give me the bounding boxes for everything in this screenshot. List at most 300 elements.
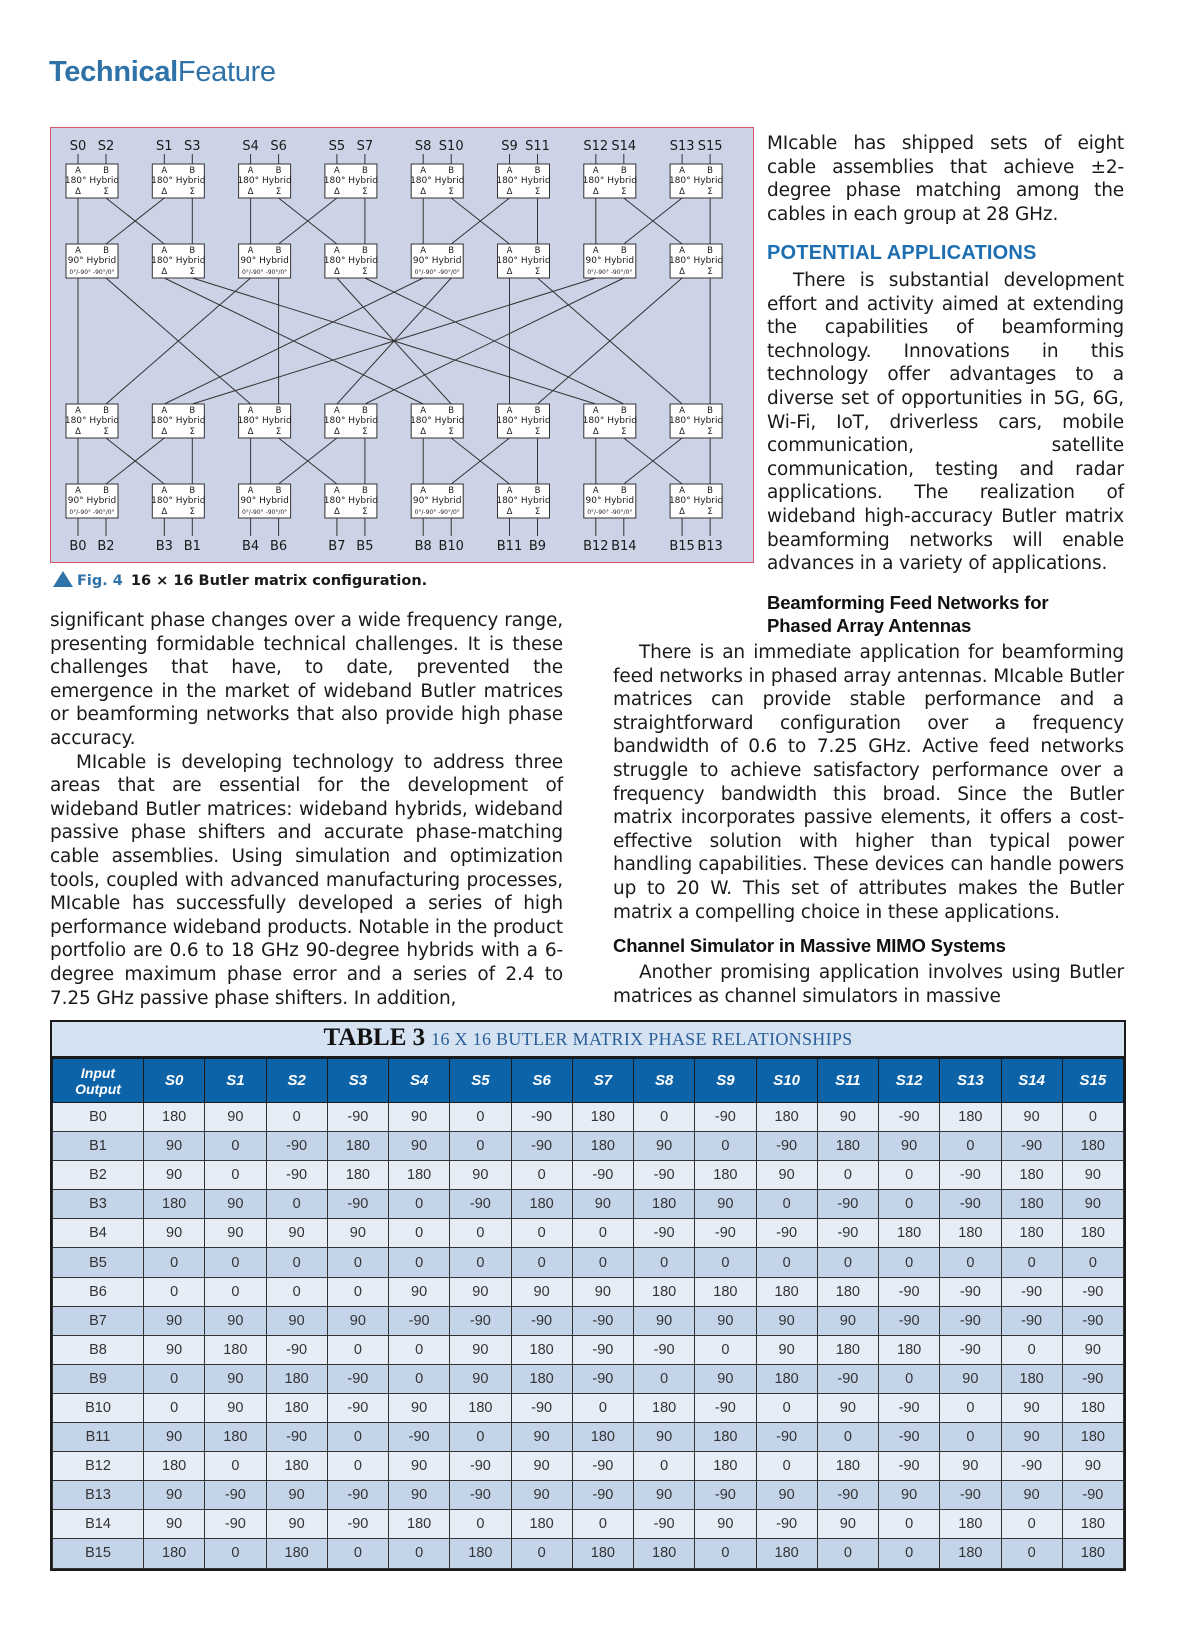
table-cell: 0 (756, 1190, 817, 1219)
column-header: S0 (144, 1059, 205, 1103)
table-cell: 0 (572, 1248, 633, 1277)
table-cell: 0 (940, 1248, 1001, 1277)
table-cell: 90 (511, 1277, 572, 1306)
port-b-label: B (448, 406, 455, 416)
table-cell: 180 (817, 1277, 878, 1306)
table-cell: 180 (511, 1335, 572, 1364)
table-cell: 180 (266, 1364, 327, 1393)
delta-port-label: Δ (679, 267, 686, 277)
table-cell: 90 (634, 1306, 695, 1335)
input-port-label: S14 (611, 139, 637, 154)
table-cell: 180 (756, 1103, 817, 1132)
table-cell: -90 (327, 1190, 388, 1219)
table-cell: 90 (205, 1364, 266, 1393)
section-header (49, 56, 276, 89)
table-cell: -90 (450, 1481, 511, 1510)
caption-text: 16 × 16 Butler matrix configuration. (130, 573, 428, 589)
delta-port-label: Δ (506, 427, 513, 437)
corner-header (53, 1059, 144, 1103)
table-cell: 0 (695, 1132, 756, 1161)
output-port-label: B10 (438, 539, 464, 554)
table-cell: 90 (879, 1132, 940, 1161)
table-cell: 0 (327, 1539, 388, 1568)
column-header: S15 (1062, 1059, 1123, 1103)
port-b-label: B (620, 406, 627, 416)
table-row (53, 1219, 1124, 1248)
table-cell: 180 (1062, 1510, 1123, 1539)
table-cell: 180 (1001, 1364, 1062, 1393)
table-cell: -90 (450, 1452, 511, 1481)
port-a-label: A (420, 406, 427, 416)
port-b-label: B (103, 486, 109, 496)
table-cell: 180 (511, 1190, 572, 1219)
table-cell: -90 (756, 1510, 817, 1539)
table-cell: 0 (327, 1248, 388, 1277)
table-cell: -90 (817, 1364, 878, 1393)
table-cell: -90 (940, 1481, 1001, 1510)
paragraph: MIcable is developing technology to address three areas that are essential for the development of wideband Butler matrices: wideband hybrids, wideband passive phase shifters and accurate phase-matching cable assemblies. Using simulation and optimization tools, coupled with advanced manufacturing processes, MIcable has successfully developed a series of high performance wideband products. Notable in the product portfolio are 0.6 to 18 GHz 90-degree hybrids with a 6-degree maximum phase error and a series of 2.4 to 7.25 GHz passive phase shifters. In addition, (50, 751, 563, 1009)
header-light: Feature (177, 56, 276, 88)
table-row (53, 1423, 1124, 1452)
table-cell: 180 (940, 1510, 1001, 1539)
input-port-label: S6 (270, 139, 287, 154)
port-b-label: B (189, 246, 196, 256)
table-cell: -90 (511, 1306, 572, 1335)
table-cell: 90 (511, 1452, 572, 1481)
table-cell: 90 (572, 1277, 633, 1306)
output-port-label: B15 (669, 539, 695, 554)
port-b-label: B (275, 406, 282, 416)
table-cell: -90 (695, 1219, 756, 1248)
table-cell: 90 (879, 1481, 940, 1510)
table-cell: 0 (1001, 1510, 1062, 1539)
table-cell: 180 (572, 1132, 633, 1161)
row-label: B12 (53, 1452, 144, 1481)
section-heading: POTENTIAL APPLICATIONS (767, 242, 1037, 265)
port-a-label: A (420, 246, 427, 256)
table-cell: 0 (879, 1190, 940, 1219)
table-cell: 0 (756, 1248, 817, 1277)
table-row (53, 1510, 1124, 1539)
input-port-label: S15 (697, 139, 723, 154)
table-cell: 90 (450, 1364, 511, 1393)
table-cell: 0 (205, 1452, 266, 1481)
table-number: TABLE 3 (323, 1024, 426, 1051)
table-cell: -90 (511, 1132, 572, 1161)
delta-port-label: Δ (679, 507, 686, 517)
table-cell: 0 (450, 1423, 511, 1452)
table-cell: -90 (879, 1103, 940, 1132)
output-port-label: B11 (496, 539, 523, 554)
port-a-label: A (592, 406, 599, 416)
table-cell: 0 (634, 1248, 695, 1277)
table-row (53, 1539, 1124, 1568)
input-port-label: S2 (97, 139, 115, 154)
delta-port-label: Δ (506, 507, 513, 517)
table-cell: 90 (756, 1335, 817, 1364)
right-column-bottom (613, 591, 1124, 1008)
delta-port-label: Δ (161, 427, 168, 437)
table-cell: 0 (389, 1219, 450, 1248)
table-cell: 0 (756, 1393, 817, 1422)
input-port-label: S3 (184, 139, 201, 154)
table-cell: -90 (1062, 1306, 1123, 1335)
table-cell: 0 (879, 1161, 940, 1190)
table-cell: -90 (205, 1510, 266, 1539)
port-b-label: B (707, 246, 714, 256)
table-cell: -90 (266, 1161, 327, 1190)
table-cell: -90 (572, 1452, 633, 1481)
table-cell: 180 (1062, 1423, 1123, 1452)
sigma-port-label: Σ (534, 427, 541, 437)
table-cell: 0 (572, 1219, 633, 1248)
sigma-port-label: Σ (707, 507, 713, 517)
port-b-label: B (189, 486, 196, 496)
column-header: S7 (572, 1059, 633, 1103)
sigma-port-label: Σ (362, 427, 368, 437)
sigma-port-label: Σ (534, 507, 541, 517)
port-a-label: A (161, 406, 168, 416)
table-row (53, 1248, 1124, 1277)
table-cell: 0 (450, 1510, 511, 1539)
table-cell: 0 (205, 1161, 266, 1190)
table-cell: 0 (879, 1510, 940, 1539)
table-cell: 0 (879, 1364, 940, 1393)
hybrid-label: 180° Hybrid (151, 176, 206, 186)
table-cell: 90 (266, 1481, 327, 1510)
table-cell: 0 (940, 1393, 1001, 1422)
table-cell: 90 (1001, 1393, 1062, 1422)
table-cell: 0 (205, 1277, 266, 1306)
table-cell: -90 (756, 1423, 817, 1452)
delta-port-label: Δ (333, 507, 340, 517)
table-cell: 90 (1062, 1190, 1123, 1219)
table-cell: 90 (266, 1219, 327, 1248)
output-port-label: B12 (583, 539, 609, 554)
hybrid-label: 180° Hybrid (237, 416, 292, 426)
paragraph: significant phase changes over a wide frequency range, presenting formidable technical challenges. It is these challenges that have, to date, prevented the emergence in the market of wideband Butler matrices or beamforming networks that also provide high phase accuracy. (50, 610, 563, 749)
table-cell: 180 (879, 1335, 940, 1364)
column-header: S12 (879, 1059, 940, 1103)
port-a-label: A (679, 486, 686, 496)
table-cell: -90 (1001, 1306, 1062, 1335)
table-title (52, 1022, 1124, 1058)
caption-triangle-icon (53, 571, 73, 587)
table-cell: 0 (327, 1277, 388, 1306)
table-cell: 90 (511, 1481, 572, 1510)
table-cell: 90 (1062, 1161, 1123, 1190)
table-cell: 0 (266, 1103, 327, 1132)
sigma-port-label: Σ (275, 187, 282, 197)
hybrid-label: 180° Hybrid (237, 176, 292, 186)
table-cell: -90 (572, 1481, 633, 1510)
hybrid-label: 180° Hybrid (323, 176, 379, 186)
column-header: S8 (634, 1059, 695, 1103)
output-port-label: B2 (97, 539, 115, 554)
table-cell: 90 (634, 1423, 695, 1452)
table-cell: 0 (940, 1423, 1001, 1452)
table-cell: 180 (1062, 1393, 1123, 1422)
table-cell: 90 (389, 1132, 450, 1161)
hybrid-label: 180° Hybrid (410, 176, 465, 186)
table-cell: 90 (450, 1277, 511, 1306)
table-cell: 0 (511, 1248, 572, 1277)
table-cell: 0 (450, 1248, 511, 1277)
table-cell: 90 (327, 1306, 388, 1335)
table-cell: 0 (695, 1248, 756, 1277)
table-row (53, 1103, 1124, 1132)
sigma-port-label: Σ (448, 187, 454, 197)
right-column-top (767, 132, 1124, 576)
sigma-port-label: Σ (448, 427, 454, 437)
table-cell: 180 (817, 1452, 878, 1481)
table-cell: -90 (695, 1103, 756, 1132)
sigma-port-label: Σ (534, 267, 541, 277)
table-cell: 180 (817, 1132, 878, 1161)
paragraph: There is substantial development effort and activity aimed at extending the capabilities of beamforming technology. Innovations in this technology offer advantages to a diverse set of opportunities in 5G, 6G, Wi-Fi, IoT, driverless cars, mobile communication, satellite communication, testing and radar applications. The realization of wideband high-accuracy Butler matrix beamforming networks will enable advances in a variety of applications. (767, 269, 1124, 575)
table-cell: 180 (634, 1277, 695, 1306)
table-cell: -90 (879, 1277, 940, 1306)
column-header: S13 (940, 1059, 1001, 1103)
table-cell: 90 (756, 1481, 817, 1510)
column-header: S2 (266, 1059, 327, 1103)
phase-label: 0°/-90° -90°/0° (69, 269, 115, 276)
port-b-label: B (275, 166, 282, 176)
table-cell: 180 (940, 1219, 1001, 1248)
input-port-label: S10 (438, 139, 464, 154)
delta-port-label: Δ (506, 267, 513, 277)
hybrid-label: 180° Hybrid (410, 416, 465, 426)
table-cell: 90 (756, 1161, 817, 1190)
column-header: S6 (511, 1059, 572, 1103)
table-cell: -90 (389, 1306, 450, 1335)
row-label: B9 (53, 1364, 144, 1393)
table-cell: 0 (695, 1539, 756, 1568)
delta-port-label: Δ (679, 427, 686, 437)
input-port-label: S13 (669, 139, 695, 154)
input-port-label: S5 (328, 139, 346, 154)
table-cell: 180 (634, 1539, 695, 1568)
row-label: B3 (53, 1190, 144, 1219)
phase-label: 0°/-90° -90°/0° (587, 269, 633, 276)
sigma-port-label: Σ (189, 427, 195, 437)
table-cell: 90 (511, 1423, 572, 1452)
table-cell: 180 (634, 1190, 695, 1219)
table-cell: -90 (940, 1277, 1001, 1306)
hybrid-label: 90° Hybrid (240, 496, 289, 506)
column-header: S1 (205, 1059, 266, 1103)
hybrid-label: 180° Hybrid (668, 496, 724, 506)
output-port-label: B13 (697, 539, 723, 554)
table-cell: 0 (389, 1190, 450, 1219)
hybrid-label: 180° Hybrid (64, 416, 120, 426)
phase-label: 0°/-90° -90°/0° (414, 269, 460, 276)
delta-port-label: Δ (247, 187, 254, 197)
table-cell: 90 (266, 1306, 327, 1335)
port-b-label: B (275, 486, 282, 496)
subheading (613, 591, 1124, 637)
table-cell: 180 (695, 1452, 756, 1481)
table-cell: 0 (327, 1452, 388, 1481)
table-cell: 180 (266, 1393, 327, 1422)
table-cell: 180 (144, 1539, 205, 1568)
table-cell: 90 (389, 1481, 450, 1510)
table-cell: 0 (511, 1219, 572, 1248)
port-a-label: A (506, 486, 513, 496)
table-cell: -90 (327, 1481, 388, 1510)
sigma-port-label: Σ (362, 267, 368, 277)
table-cell: 90 (695, 1190, 756, 1219)
table-row (53, 1190, 1124, 1219)
port-a-label: A (679, 246, 686, 256)
port-a-label: A (247, 246, 254, 256)
table-cell: 180 (511, 1510, 572, 1539)
port-b-label: B (275, 246, 282, 256)
table-cell: 90 (817, 1510, 878, 1539)
phase-label: 0°/-90° -90°/0° (587, 509, 633, 516)
table-cell: 90 (144, 1161, 205, 1190)
table-cell: 90 (695, 1364, 756, 1393)
table-cell: 90 (1001, 1103, 1062, 1132)
table-cell: 0 (266, 1248, 327, 1277)
table-cell: 180 (144, 1103, 205, 1132)
port-b-label: B (534, 486, 541, 496)
table-cell: 0 (389, 1364, 450, 1393)
table-cell: 180 (572, 1423, 633, 1452)
input-port-label: S9 (501, 139, 518, 154)
table-cell: 180 (695, 1423, 756, 1452)
sigma-port-label: Σ (621, 187, 627, 197)
table-cell: 0 (572, 1510, 633, 1539)
output-port-label: B4 (241, 539, 260, 554)
table-cell: 0 (634, 1103, 695, 1132)
table-cell: 90 (756, 1306, 817, 1335)
table-body (53, 1103, 1124, 1569)
port-a-label: A (75, 246, 81, 256)
port-a-label: A (247, 486, 254, 496)
table-cell: 0 (266, 1277, 327, 1306)
port-a-label: A (506, 406, 513, 416)
port-b-label: B (103, 166, 109, 176)
table-cell: 90 (940, 1452, 1001, 1481)
table-cell: -90 (634, 1219, 695, 1248)
table-cell: 180 (389, 1510, 450, 1539)
table-cell: 180 (572, 1103, 633, 1132)
sigma-port-label: Σ (275, 427, 282, 437)
table-cell: -90 (756, 1219, 817, 1248)
table-cell: 0 (389, 1248, 450, 1277)
port-b-label: B (361, 246, 368, 256)
row-label: B11 (53, 1423, 144, 1452)
table-cell: 90 (144, 1423, 205, 1452)
row-label: B7 (53, 1306, 144, 1335)
table-row (53, 1132, 1124, 1161)
hybrid-label: 90° Hybrid (67, 496, 117, 506)
table-cell: 90 (1062, 1335, 1123, 1364)
port-b-label: B (620, 486, 627, 496)
port-a-label: A (161, 486, 168, 496)
table-cell: 0 (327, 1335, 388, 1364)
table-cell: 0 (511, 1539, 572, 1568)
table-row (53, 1364, 1124, 1393)
sigma-port-label: Σ (189, 187, 195, 197)
table-cell: 0 (511, 1161, 572, 1190)
column-header: S14 (1001, 1059, 1062, 1103)
hybrid-label: 180° Hybrid (496, 416, 551, 426)
port-b-label: B (620, 166, 627, 176)
table-cell: 180 (1062, 1539, 1123, 1568)
sigma-port-label: Σ (362, 187, 368, 197)
table-cell: 0 (634, 1364, 695, 1393)
port-b-label: B (448, 166, 455, 176)
table-cell: -90 (327, 1393, 388, 1422)
hybrid-label: 180° Hybrid (496, 496, 551, 506)
table-cell: -90 (572, 1161, 633, 1190)
output-port-label: B7 (328, 539, 346, 554)
table-cell: 90 (205, 1190, 266, 1219)
output-port-label: B6 (269, 539, 288, 554)
port-a-label: A (506, 246, 513, 256)
table-cell: 90 (817, 1103, 878, 1132)
table-cell: -90 (572, 1335, 633, 1364)
table-cell: 0 (205, 1248, 266, 1277)
table-cell: -90 (327, 1510, 388, 1539)
row-label: B14 (53, 1510, 144, 1539)
hybrid-label: 90° Hybrid (585, 256, 635, 266)
output-port-label: B9 (528, 539, 547, 554)
hybrid-label: 180° Hybrid (668, 256, 724, 266)
input-port-label: S12 (583, 139, 609, 154)
table-cell: 0 (817, 1539, 878, 1568)
row-label: B6 (53, 1277, 144, 1306)
table-cell: 180 (144, 1190, 205, 1219)
hybrid-label: 90° Hybrid (412, 256, 462, 266)
table-cell: 90 (1001, 1481, 1062, 1510)
port-a-label: A (161, 246, 168, 256)
hybrid-label: 180° Hybrid (151, 496, 206, 506)
column-header: S9 (695, 1059, 756, 1103)
port-b-label: B (448, 246, 455, 256)
output-port-label: B3 (155, 539, 173, 554)
table-cell: 0 (1062, 1248, 1123, 1277)
table-cell: 90 (327, 1219, 388, 1248)
hybrid-label: 90° Hybrid (412, 496, 462, 506)
column-header: S10 (756, 1059, 817, 1103)
table-cell: 180 (572, 1539, 633, 1568)
input-port-label: S1 (156, 139, 173, 154)
figure-caption (53, 571, 427, 589)
table-cell: -90 (695, 1481, 756, 1510)
table-cell: -90 (266, 1132, 327, 1161)
delta-port-label: Δ (420, 427, 427, 437)
table-cell: 90 (144, 1510, 205, 1539)
port-a-label: A (247, 406, 254, 416)
row-label: B8 (53, 1335, 144, 1364)
table-row (53, 1306, 1124, 1335)
table-cell: -90 (572, 1306, 633, 1335)
port-b-label: B (361, 486, 368, 496)
port-b-label: B (103, 406, 109, 416)
sigma-port-label: Σ (103, 187, 109, 197)
table-row (53, 1452, 1124, 1481)
table-cell: 0 (205, 1132, 266, 1161)
table-cell: 180 (1001, 1190, 1062, 1219)
sigma-port-label: Σ (621, 427, 627, 437)
port-a-label: A (247, 166, 254, 176)
row-label: B1 (53, 1132, 144, 1161)
table-cell: 90 (450, 1335, 511, 1364)
output-port-label: B0 (69, 539, 87, 554)
